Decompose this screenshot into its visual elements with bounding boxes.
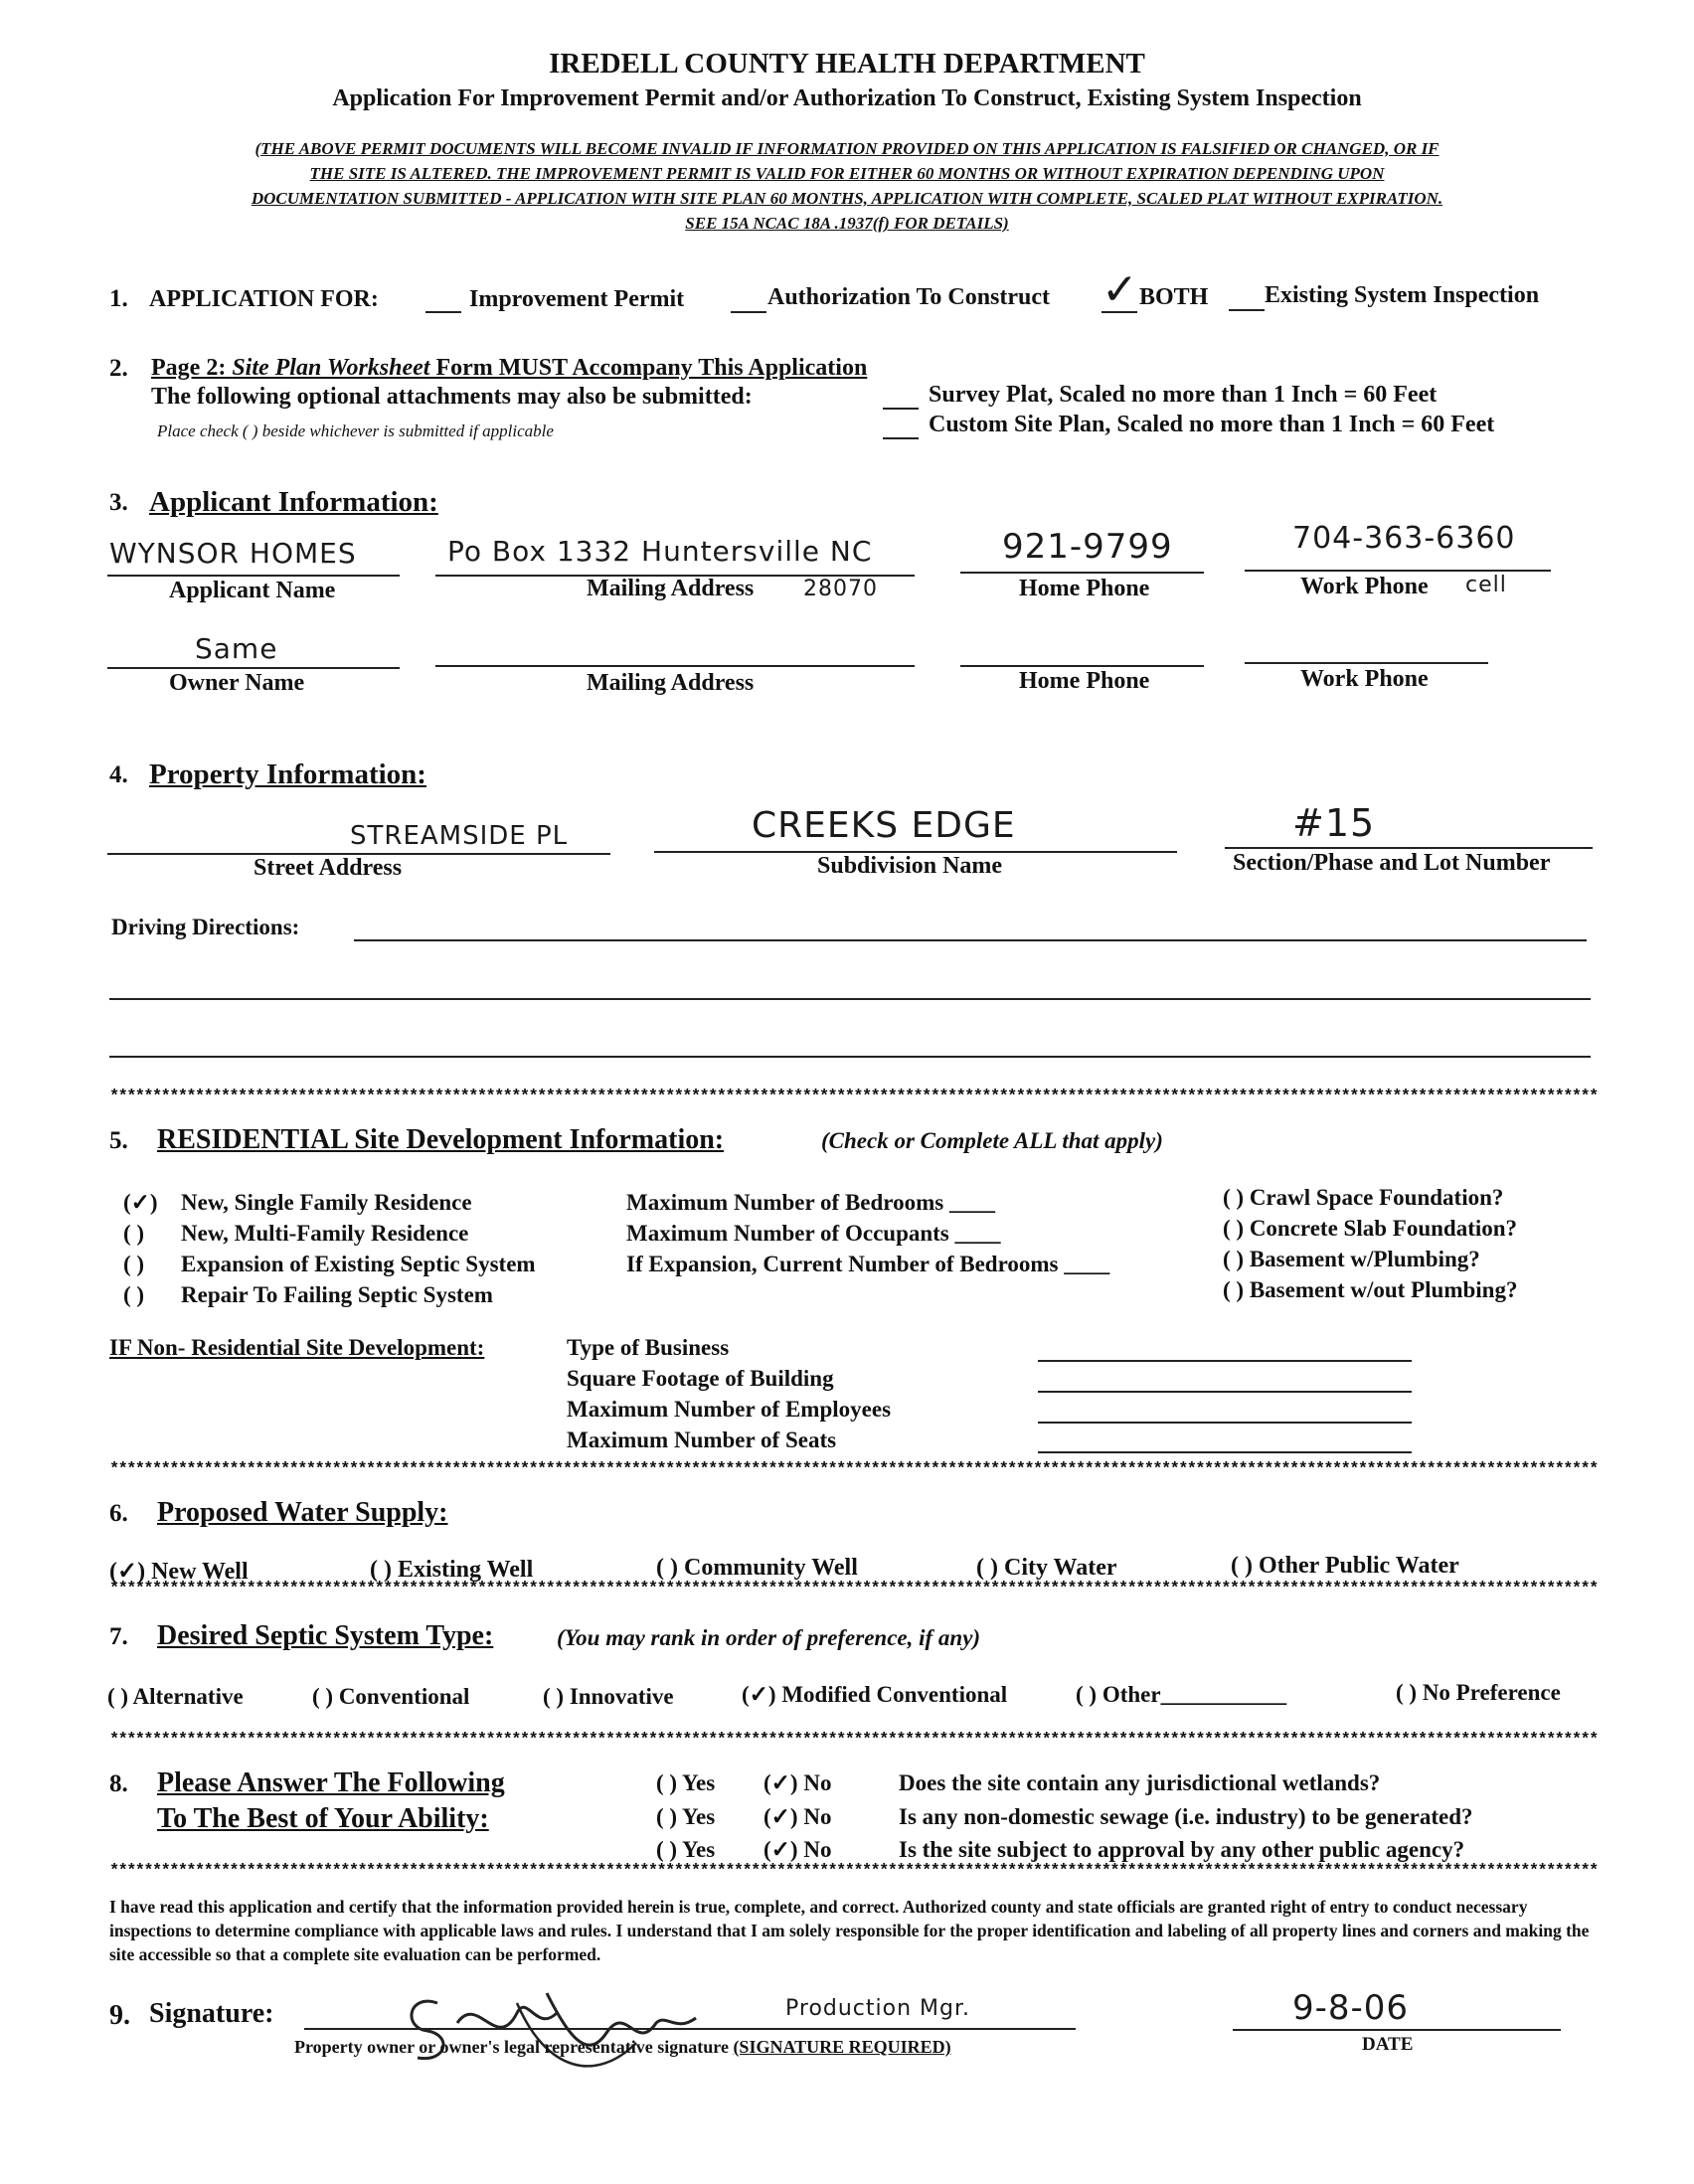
work-phone-value[interactable]: 704-363-6360 [1292, 521, 1516, 556]
alternative-option[interactable]: ( ) Alternative [107, 1684, 244, 1709]
water-supply-title: Proposed Water Supply: [157, 1497, 448, 1528]
notice-line-3: DOCUMENTATION SUBMITTED - APPLICATION WITH SITE PLAN 60 MONTHS, APPLICATION WITH COMPLETE, SCALED PLAT WITHOUT EXPIRATION. [251, 189, 1443, 208]
certification-text: I have read this application and certify that the information provided herein is true, complete, and correct. Authorized county and state officials are granted right of entry to conduct necessary inspections to determine compliance with applicable laws and rules. I understand that I am solely responsible for the proper identification and labeling of all property lines and corners and making the site accessible so that a complete site evaluation can be performed. [109, 1897, 1590, 1964]
section-8-number: 8. [109, 1770, 128, 1797]
section-2-number: 2. [109, 355, 128, 382]
form-title: IREDELL COUNTY HEALTH DEPARTMENT [549, 48, 1145, 80]
owner-work-phone-label: Work Phone [1300, 666, 1429, 692]
new-well-option[interactable]: (✓) New Well [109, 1559, 249, 1585]
lot-number-line [1225, 847, 1593, 849]
owner-name-value[interactable]: Same [195, 632, 278, 665]
both-option: BOTH [1139, 284, 1209, 310]
square-footage-label: Square Footage of Building [567, 1366, 834, 1391]
driving-directions-line-3[interactable] [109, 1056, 1591, 1058]
street-address-label: Street Address [254, 855, 403, 881]
max-employees-label: Maximum Number of Employees [567, 1397, 892, 1422]
innovative-option[interactable]: ( ) Innovative [543, 1684, 674, 1709]
section-5-number: 5. [109, 1127, 128, 1154]
residential-title: RESIDENTIAL Site Development Information: [157, 1124, 725, 1155]
both-check-mark: ✓ [1101, 264, 1139, 315]
square-footage-line[interactable] [1038, 1391, 1412, 1393]
applicant-name-label: Applicant Name [169, 578, 336, 603]
current-bedrooms-field[interactable]: If Expansion, Current Number of Bedrooms ____ [626, 1252, 1110, 1276]
notice-line-1: (THE ABOVE PERMIT DOCUMENTS WILL BECOME INVALID IF INFORMATION PROVIDED ON THIS APPLICATION IS FALSIFIED OR CHANGED, OR IF [254, 139, 1440, 158]
section-1-number: 1. [109, 285, 128, 312]
separator-stars-3: ****************************************************************************************************************************************************************************** [109, 1580, 1598, 1598]
max-employees-line[interactable] [1038, 1422, 1412, 1424]
driving-directions-label: Driving Directions: [111, 915, 300, 939]
street-address-value[interactable]: STREAMSIDE PL [350, 821, 569, 851]
repair-checkbox[interactable]: ( ) [123, 1282, 145, 1307]
questions-title-line-1: Please Answer The Following [157, 1767, 505, 1798]
driving-directions-line-1[interactable] [354, 939, 1587, 941]
city-water-option[interactable]: ( ) City Water [976, 1555, 1117, 1581]
date-line [1233, 2029, 1561, 2031]
date-label: DATE [1362, 2034, 1414, 2055]
site-plan-requirement: Page 2: Site Plan Worksheet Form MUST Accompany This Application [151, 355, 868, 381]
survey-plat-option: Survey Plat, Scaled no more than 1 Inch = 60 Feet [929, 382, 1438, 408]
home-phone-line [960, 572, 1204, 574]
zip-value: 28070 [803, 577, 878, 601]
notice-line-4: SEE 15A NCAC 18A .1937(f) FOR DETAILS) [685, 214, 1009, 233]
sewage-question: Is any non-domestic sewage (i.e. industry) to be generated? [899, 1804, 1473, 1829]
section-4-number: 4. [109, 761, 128, 788]
basement-no-plumbing-option[interactable]: ( ) Basement w/out Plumbing? [1223, 1277, 1518, 1302]
home-phone-label: Home Phone [1019, 576, 1150, 601]
existing-well-option[interactable]: ( ) Existing Well [370, 1557, 534, 1583]
owner-mailing-line[interactable] [435, 665, 915, 667]
signature-label: Signature: [149, 1998, 274, 2029]
questions-title-line-2: To The Best of Your Ability: [157, 1803, 489, 1834]
form-subtitle: Application For Improvement Permit and/or Authorization To Construct, Existing System Inspection [332, 85, 1362, 111]
section-9-number: 9. [109, 2000, 130, 2031]
residential-note: (Check or Complete ALL that apply) [821, 1128, 1163, 1153]
owner-home-phone-label: Home Phone [1019, 668, 1150, 694]
multi-family-option: New, Multi-Family Residence [181, 1221, 469, 1246]
community-well-option[interactable]: ( ) Community Well [656, 1555, 858, 1581]
driving-directions-line-2[interactable] [109, 998, 1591, 1000]
optional-attachments-text: The following optional attachments may also be submitted: [151, 384, 753, 410]
crawl-space-option[interactable]: ( ) Crawl Space Foundation? [1223, 1185, 1504, 1210]
separator-stars-5: ****************************************************************************************************************************************************************************** [109, 1862, 1598, 1881]
expansion-option: Expansion of Existing Septic System [181, 1252, 536, 1276]
max-bedrooms-field[interactable]: Maximum Number of Bedrooms ____ [626, 1190, 995, 1215]
owner-home-phone-line[interactable] [960, 665, 1204, 667]
signature-caption: Property owner or owner's legal representative signature (SIGNATURE REQUIRED) [294, 2037, 951, 2057]
applicant-name-value[interactable]: WYNSOR HOMES [109, 537, 357, 570]
authorization-option: Authorization To Construct [767, 284, 1051, 310]
place-check-note: Place check ( ) beside whichever is submitted if applicable [157, 421, 554, 440]
expansion-checkbox[interactable]: ( ) [123, 1252, 145, 1276]
sewage-yes[interactable]: ( ) Yes [656, 1804, 716, 1829]
improvement-permit-option: Improvement Permit [469, 286, 685, 312]
improvement-permit-checkbox[interactable] [425, 311, 461, 313]
max-seats-line[interactable] [1038, 1451, 1412, 1453]
sewage-no[interactable]: (✓) No [763, 1804, 832, 1829]
max-seats-label: Maximum Number of Seats [567, 1428, 837, 1452]
wetlands-question: Does the site contain any jurisdictional wetlands? [899, 1770, 1381, 1795]
other-public-water-option[interactable]: ( ) Other Public Water [1231, 1553, 1459, 1579]
handwritten-signature [398, 1973, 716, 2083]
date-value[interactable]: 9-8-06 [1292, 1988, 1410, 2028]
separator-stars-1: ****************************************************************************************************************************************************************************** [109, 1088, 1598, 1106]
no-preference-option[interactable]: ( ) No Preference [1396, 1680, 1561, 1705]
single-family-checkbox[interactable]: (✓) [123, 1190, 158, 1215]
section-7-number: 7. [109, 1623, 128, 1650]
non-residential-label: IF Non- Residential Site Development: [109, 1335, 485, 1360]
basement-plumbing-option[interactable]: ( ) Basement w/Plumbing? [1223, 1247, 1480, 1271]
max-occupants-field[interactable]: Maximum Number of Occupants ____ [626, 1221, 1001, 1246]
authorization-checkbox[interactable] [731, 311, 766, 313]
work-phone-label: Work Phone [1300, 574, 1429, 599]
work-phone-note: cell [1465, 573, 1507, 597]
agency-yes[interactable]: ( ) Yes [656, 1837, 716, 1862]
owner-mailing-label: Mailing Address [587, 670, 755, 696]
applicant-info-title: Applicant Information: [149, 486, 438, 518]
separator-stars-4: ****************************************************************************************************************************************************************************** [109, 1731, 1598, 1750]
repair-option: Repair To Failing Septic System [181, 1282, 493, 1307]
custom-site-plan-checkbox[interactable] [883, 437, 919, 439]
wetlands-no[interactable]: (✓) No [763, 1770, 832, 1795]
septic-type-note: (You may rank in order of preference, if any) [557, 1625, 981, 1650]
home-phone-value[interactable]: 921-9799 [1002, 527, 1173, 567]
type-of-business-label: Type of Business [567, 1335, 730, 1360]
type-of-business-line[interactable] [1038, 1360, 1412, 1362]
owner-work-phone-line[interactable] [1245, 662, 1488, 664]
subdivision-label: Subdivision Name [817, 853, 1003, 879]
owner-name-line [107, 667, 400, 669]
notice-line-2: THE SITE IS ALTERED. THE IMPROVEMENT PERMIT IS VALID FOR EITHER 60 MONTHS OR WITHOUT EXPIRATION DEPENDING UPON [309, 164, 1385, 183]
subdivision-value[interactable]: CREEKS EDGE [752, 805, 1016, 846]
section-1-label: APPLICATION FOR: [149, 286, 379, 312]
separator-stars-2: ****************************************************************************************************************************************************************************** [109, 1460, 1598, 1479]
wetlands-yes[interactable]: ( ) Yes [656, 1770, 716, 1795]
existing-inspection-option: Existing System Inspection [1265, 282, 1540, 308]
conventional-option[interactable]: ( ) Conventional [312, 1684, 470, 1709]
section-6-number: 6. [109, 1500, 128, 1527]
mailing-address-value[interactable]: Po Box 1332 Huntersville NC [447, 535, 873, 568]
survey-plat-checkbox[interactable] [883, 408, 919, 410]
owner-name-label: Owner Name [169, 670, 305, 696]
property-info-title: Property Information: [149, 758, 426, 790]
lot-number-label: Section/Phase and Lot Number [1233, 850, 1551, 876]
other-septic-option[interactable]: ( ) Other___________ [1076, 1682, 1287, 1707]
multi-family-checkbox[interactable]: ( ) [123, 1221, 145, 1246]
work-phone-line [1245, 570, 1551, 572]
custom-site-plan-option: Custom Site Plan, Scaled no more than 1 Inch = 60 Feet [929, 412, 1495, 437]
single-family-option: New, Single Family Residence [181, 1190, 472, 1215]
signer-title-value: Production Mgr. [785, 1996, 971, 2021]
concrete-slab-option[interactable]: ( ) Concrete Slab Foundation? [1223, 1216, 1518, 1241]
lot-number-value[interactable]: #15 [1292, 801, 1376, 845]
section-3-number: 3. [109, 489, 128, 516]
agency-question: Is the site subject to approval by any other public agency? [899, 1837, 1465, 1862]
applicant-name-line [107, 575, 400, 577]
agency-no[interactable]: (✓) No [763, 1837, 832, 1862]
modified-conventional-option[interactable]: (✓) Modified Conventional [742, 1682, 1008, 1707]
existing-inspection-checkbox[interactable] [1229, 309, 1265, 311]
septic-type-title: Desired Septic System Type: [157, 1620, 494, 1651]
mailing-address-label: Mailing Address [587, 576, 755, 601]
